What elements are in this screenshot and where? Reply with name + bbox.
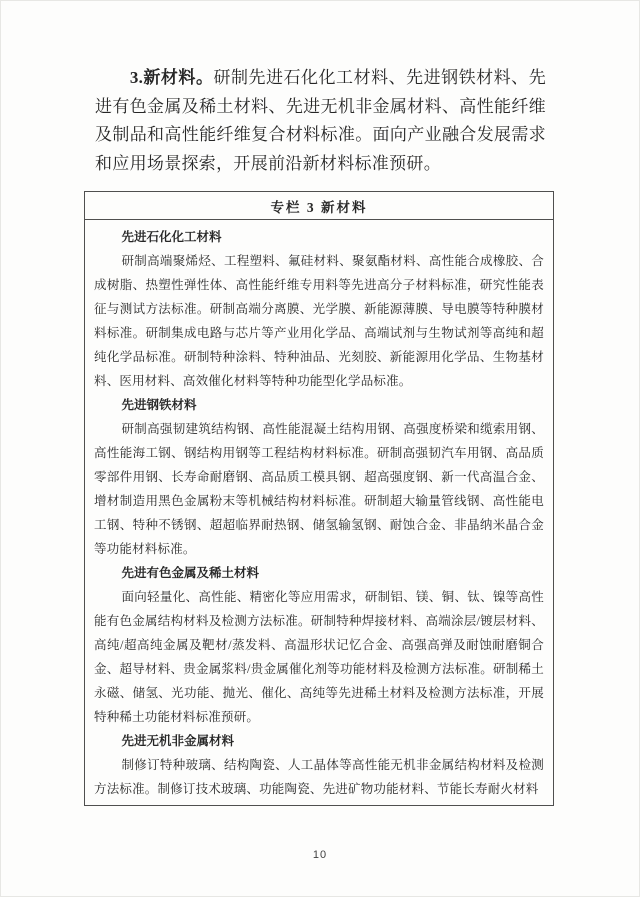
page-number: 10: [312, 849, 328, 861]
section-text-inorganic-nonmetal: 制修订特种玻璃、结构陶瓷、人工晶体等高性能无机非金属结构材料及检测方法标准。制修订技术玻璃、功能陶瓷、先进矿物功能材料、节能长寿耐火材料: [94, 758, 544, 796]
section-steel: [94, 393, 544, 561]
column-3-box: [84, 191, 554, 806]
intro-lead: 3.新材料。: [129, 68, 214, 87]
section-text-steel: 研制高强韧建筑结构钢、高性能混凝土结构用钢、高强度桥梁和缆索用钢、高性能海工钢、钢结构用钢等工程结构材料标准。研制高强韧汽车用钢、高品质零部件用钢、长寿命耐磨钢、高品质工模具钢、超高强度钢、新一代高温合金、增材制造用黑色金属粉末等机械结构材料标准。研制超大输量管线钢、高性能电工钢、特种不锈钢、超超临界耐热钢、储氢输氢钢、耐蚀合金、非晶纳米晶合金等功能材料标准。: [94, 422, 544, 556]
intro-paragraph: [95, 0, 546, 178]
section-text-nonferrous-rare-earth: 面向轻量化、高性能、精密化等应用需求，研制铝、镁、铜、钛、镍等高性能有色金属结构材料及检测方法标准。研制特种焊接材料、高端涂层/镀层材料、高纯/超高纯金属及靶材/蒸发料、高温形状记忆合金、高强高弹及耐蚀耐磨铜合金、超导材料、贵金属浆料/贵金属催化剂等功能材料及检测方法标准。研制稀土永磁、储氢、光功能、抛光、催化、高纯等先进稀土材料及检测方法标准，开展特种稀土功能材料标准预研。: [94, 590, 544, 724]
box-body: [85, 220, 553, 805]
section-nonferrous-rare-earth: [94, 561, 544, 729]
section-heading-petrochemical: 先进石化化工材料: [121, 230, 222, 244]
section-heading-inorganic-nonmetal: 先进无机非金属材料: [121, 734, 235, 748]
box-title: 专栏 3 新材料: [85, 192, 553, 220]
section-heading-steel: 先进钢铁材料: [121, 398, 197, 412]
section-text-petrochemical: 研制高端聚烯烃、工程塑料、氟硅材料、聚氨酯材料、高性能合成橡胶、合成树脂、热塑性弹性体、高性能纤维专用料等先进高分子材料标准，研究性能表征与测试方法标准。研制高端分离膜、光学膜、新能源薄膜、导电膜等特种膜材料标准。研制集成电路与芯片等产业用化学品、高端试剂与生物试剂等高纯和超纯化学品标准。研制特种涂料、特种油品、光刻胶、新能源用化学品、生物基材料、医用材料、高效催化材料等特种功能型化学品标准。: [94, 254, 544, 388]
section-heading-nonferrous-rare-earth: 先进有色金属及稀土材料: [121, 566, 260, 580]
section-petrochemical: [94, 225, 544, 393]
intro-body-text: 研制先进石化化工材料、先进钢铁材料、先进有色金属及稀土材料、先进无机非金属材料、高性能纤维及制品和高性能纤维复合材料标准。面向产业融合发展需求和应用场景探索，开展前沿新材料标准预研。: [95, 68, 546, 173]
section-inorganic-nonmetal: [94, 729, 544, 801]
